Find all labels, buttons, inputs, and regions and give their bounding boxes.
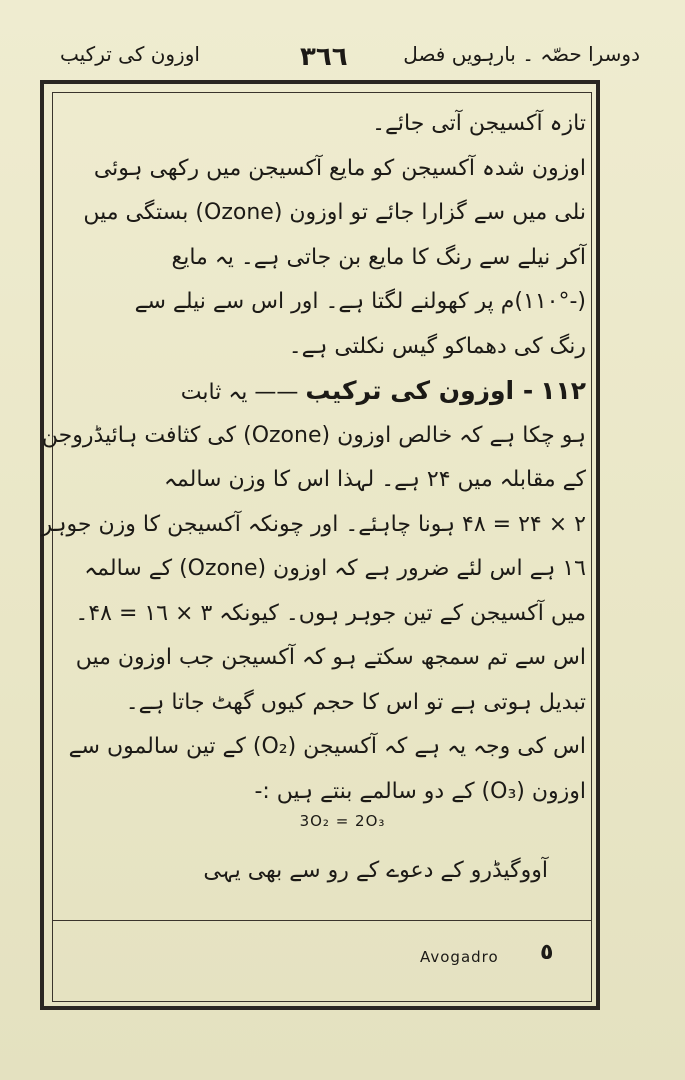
text-line: آکر نیلے سے رنگ کا مایع بن جاتی ہے۔ یہ مایع xyxy=(171,244,586,270)
section-heading-rest: یہ ثابت xyxy=(180,380,248,405)
text-line: اس کی وجہ یہ ہے کہ آکسیجن (O₂) کے تین سالموں سے xyxy=(68,734,586,759)
text-line: ہو چکا ہے کہ خالص اوزون (Ozone) کی کثافت ہائیڈروجن xyxy=(41,422,586,448)
header-chapter: دوسرا حصّہ ۔ بارہویں فصل xyxy=(403,42,640,66)
text-line: اس سے تم سمجھ سکتے ہو کہ آکسیجن جب اوزون میں xyxy=(75,645,586,670)
text-line: اوزون (O₃) کے دو سالمے بنتے ہیں :- xyxy=(254,778,586,804)
section-heading-line: ۱۱۲ - اوزون کی ترکیب —— یہ ثابت xyxy=(180,376,586,405)
text-line: رنگ کی دھماکو گیس نکلتی ہے۔ xyxy=(288,333,586,359)
header-topic: اوزون کی ترکیب xyxy=(60,42,200,66)
text-line: کے مقابلہ میں ۲۴ ہے۔ لہذا اس کا وزن سالمہ xyxy=(164,467,586,492)
footnote-mark: ٥ xyxy=(540,940,554,965)
footnote-text: Avogadro xyxy=(420,948,499,966)
text-line: ۱٦ ہے اس لئے ضرور ہے کہ اوزون (Ozone) کے سالمہ xyxy=(84,556,586,581)
section-number: ۱۱۲ xyxy=(540,376,586,405)
text-line: میں آکسیجن کے تین جوہر ہوں۔ کیونکہ ۳ × ۱٦ = ۴۸۔ xyxy=(75,600,586,626)
text-line: ۲ × ۲۴ = ۴۸ ہونا چاہئے۔ اور چونکہ آکسیجن کا وزن جوہر xyxy=(41,511,586,537)
section-title: اوزون کی ترکیب xyxy=(305,376,515,405)
text-line: نلی میں سے گزارا جائے تو اوزون (Ozone) بستگی میں xyxy=(83,200,586,225)
text-line-final: آووگیڈرو کے دعوے کے رو سے بھی یہی xyxy=(203,858,548,883)
page-number: ۳٦٦ xyxy=(300,42,348,72)
running-header xyxy=(50,38,640,80)
text-line: تبدیل ہوتی ہے تو اس کا حجم کیوں گھٹ جاتا ہے۔ xyxy=(125,689,586,715)
chemical-equation: 3O₂ = 2O₃ xyxy=(299,812,386,830)
text-line: (-۱۱۰°)م پر کھولنے لگتا ہے۔ اور اس سے نیلے سے xyxy=(134,289,586,314)
text-line: تازہ آکسیجن آتی جائے۔ xyxy=(372,111,586,136)
text-line: اوزون شدہ آکسیجن کو مایع آکسیجن میں رکھی ہوئی xyxy=(93,155,586,181)
body-text xyxy=(41,102,586,814)
footnote-separator xyxy=(52,920,592,921)
